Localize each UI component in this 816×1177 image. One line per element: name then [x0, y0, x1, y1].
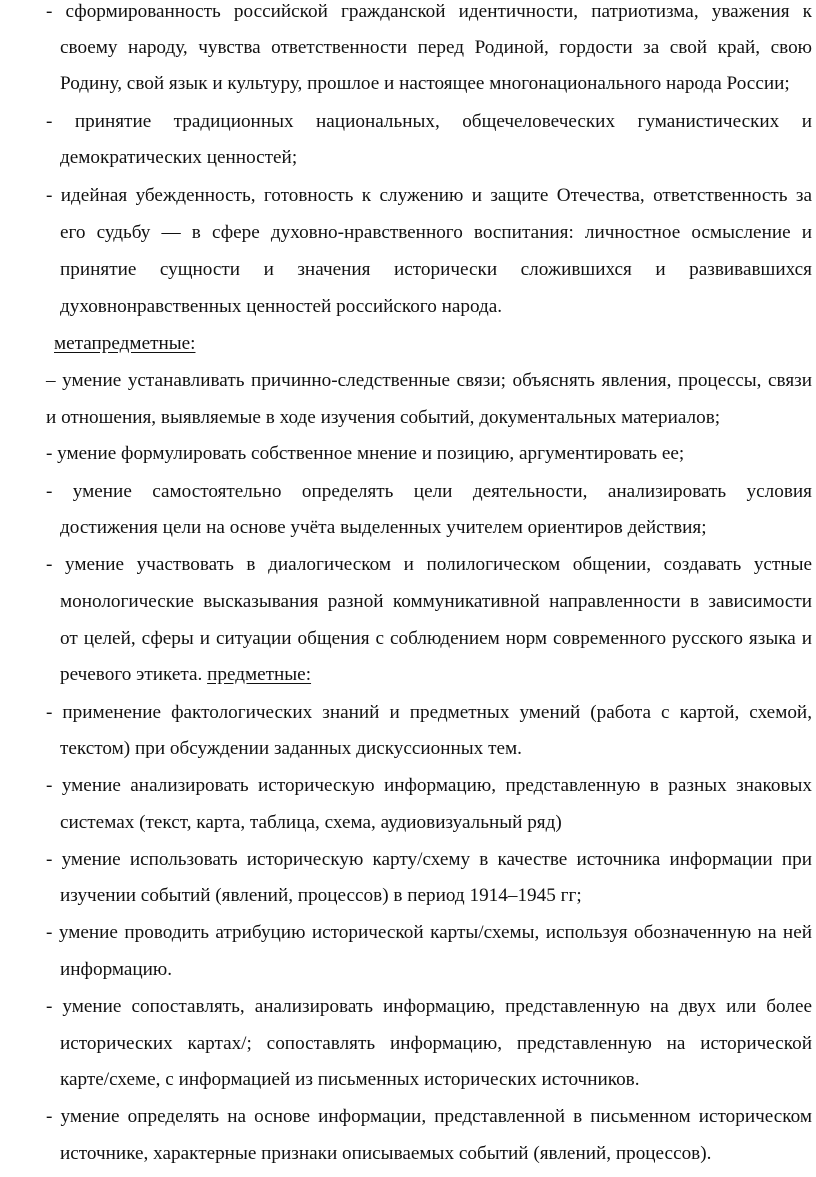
- subject-item-5-line-3: карте/схеме, с информацией из письменных исторических источников.: [60, 1069, 640, 1090]
- meta-heading: метапредметные:: [54, 333, 196, 354]
- meta-item-1-line-2: и отношения, выявляемые в ходе изучения событий, документальных материалов;: [46, 407, 721, 428]
- meta-item-4-line-1: - умение участвовать в диалогическом и полилогическом общении, создавать устные: [46, 554, 812, 575]
- meta-item-1-line-1: – умение устанавливать причинно-следственные связи; объяснять явления, процессы, связи: [46, 370, 812, 391]
- subject-item-1-line-1: - применение фактологических знаний и предметных умений (работа с картой, схемой,: [46, 702, 812, 723]
- personal-item-1-line-1: - сформированность российской гражданской идентичности, патриотизма, уважения к: [46, 1, 812, 22]
- meta-item-2-line-1: - умение формулировать собственное мнение и позицию, аргументировать ее;: [46, 443, 685, 464]
- subject-item-5-line-1: - умение сопоставлять, анализировать информацию, представленную на двух или более: [46, 996, 812, 1017]
- subject-item-6-line-1: - умение определять на основе информации, представленной в письменном историческом: [46, 1106, 812, 1127]
- meta-item-4-line-2: монологические высказывания разной коммуникативной направленности в зависимости: [60, 591, 812, 612]
- subject-heading: предметные:: [207, 664, 312, 685]
- personal-item-2-line-2: демократических ценностей;: [60, 147, 298, 168]
- subject-item-3-line-1: - умение использовать историческую карту/схему в качестве источника информации при: [46, 849, 812, 870]
- subject-item-3-line-2: изучении событий (явлений, процессов) в период 1914–1945 гг;: [60, 885, 582, 906]
- subject-item-2-line-1: - умение анализировать историческую информацию, представленную в разных знаковых: [46, 775, 812, 796]
- subject-item-4-line-1: - умение проводить атрибуцию исторической карты/схемы, используя обозначенную на ней: [46, 922, 812, 943]
- subject-item-2-line-2: системах (текст, карта, таблица, схема, аудиовизуальный ряд): [60, 812, 562, 833]
- meta-item-4-line-4: [60, 663, 311, 687]
- personal-item-3-line-3: принятие сущности и значения исторически сложившихся и развивавшихся: [60, 259, 812, 280]
- meta-item-3-line-1: - умение самостоятельно определять цели деятельности, анализировать условия: [46, 481, 812, 502]
- subject-item-1-line-2: текстом) при обсуждении заданных дискуссионных тем.: [60, 738, 522, 759]
- personal-item-3-line-4: духовнонравственных ценностей российского народа.: [60, 296, 503, 317]
- personal-item-2-line-1: - принятие традиционных национальных, общечеловеческих гуманистических и: [46, 111, 812, 132]
- personal-item-3-line-2: его судьбу — в сфере духовно-нравственного воспитания: личностное осмысление и: [60, 222, 812, 243]
- subject-item-5-line-2: исторических картах/; сопоставлять информацию, представленную на исторической: [60, 1033, 812, 1054]
- personal-item-1-line-2: своему народу, чувства ответственности перед Родиной, гордости за свой край, свою: [60, 37, 812, 58]
- personal-item-1-line-3: Родину, свой язык и культуру, прошлое и настоящее многонационального народа России;: [60, 73, 790, 94]
- meta-item-4-line-3: от целей, сферы и ситуации общения с соблюдением норм современного русского языка и: [60, 628, 812, 649]
- meta-item-4-line-4-text: речевого этикета.: [60, 664, 203, 685]
- meta-item-3-line-2: достижения цели на основе учёта выделенных учителем ориентиров действия;: [60, 517, 707, 538]
- subject-item-6-line-2: источнике, характерные признаки описываемых событий (явлений, процессов).: [60, 1143, 712, 1164]
- personal-item-3-line-1: - идейная убежденность, готовность к служению и защите Отечества, ответственность за: [46, 185, 812, 206]
- subject-item-4-line-2: информацию.: [60, 959, 173, 980]
